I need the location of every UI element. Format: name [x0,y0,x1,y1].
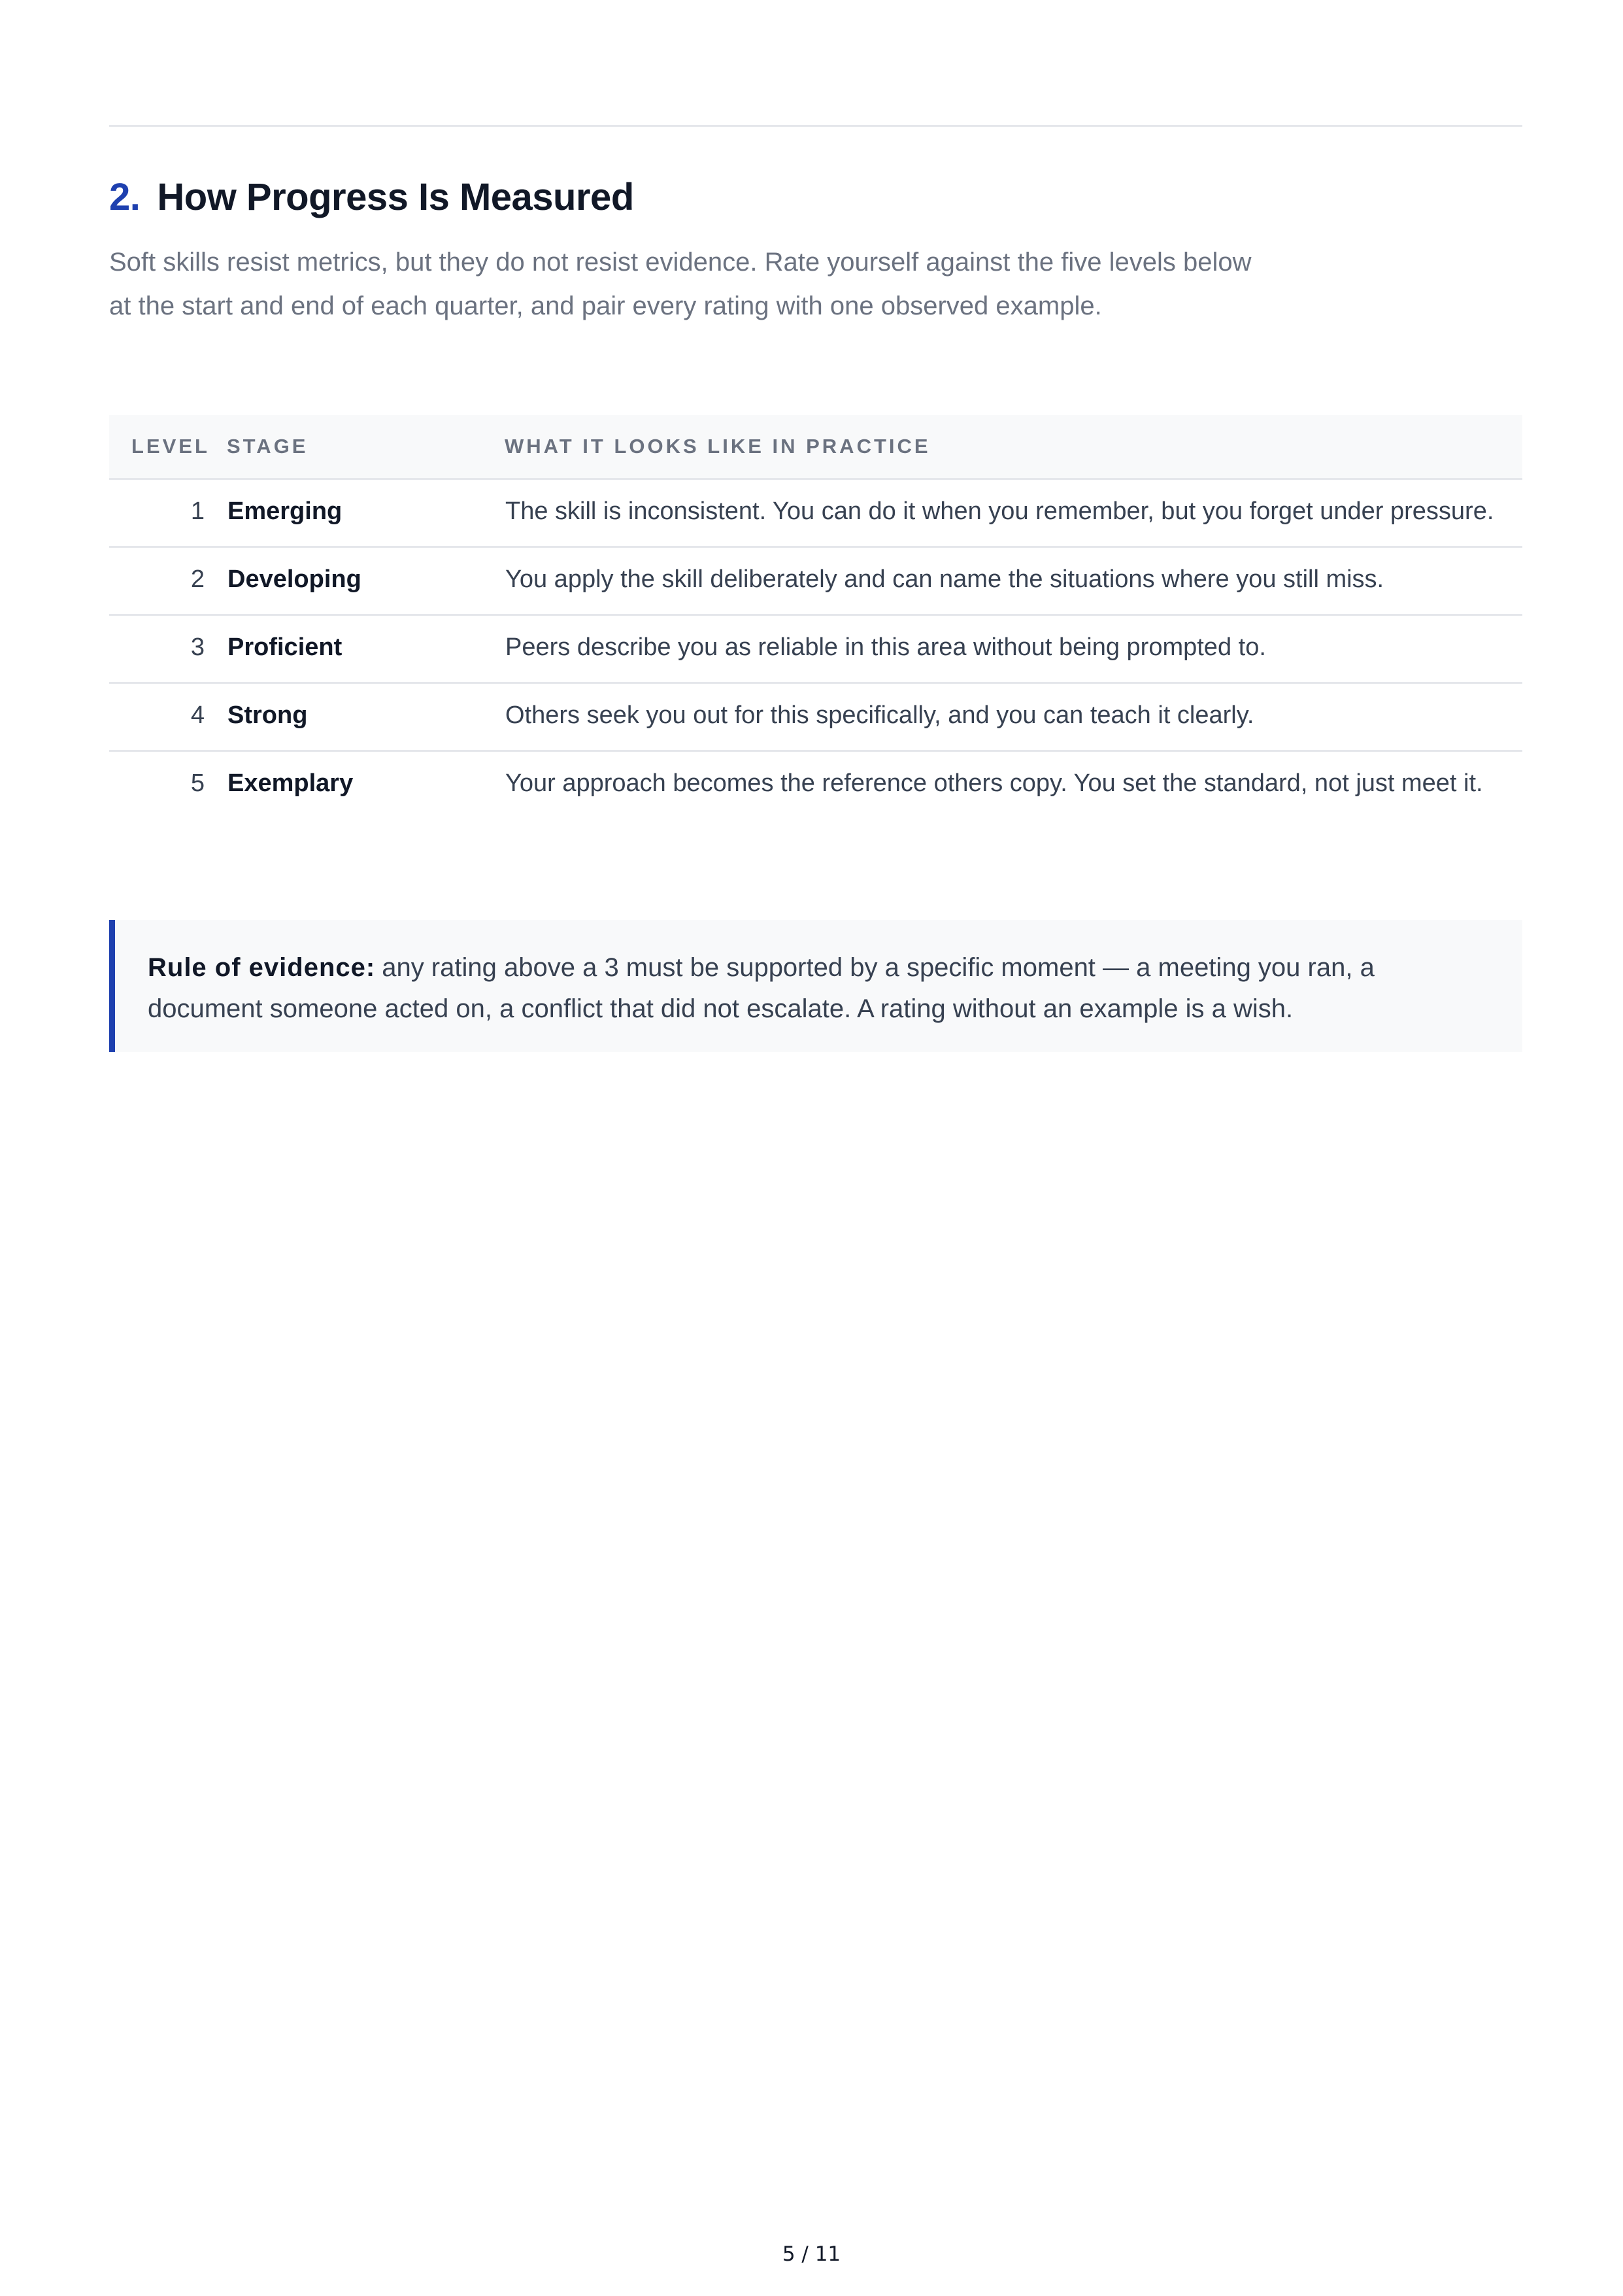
level-number: 4 [109,683,227,751]
column-header-practice: WHAT IT LOOKS LIKE IN PRACTICE [505,415,1522,479]
progress-levels-table [109,415,1522,818]
stage-description: Peers describe you as reliable in this area without being prompted to. [505,615,1522,683]
callout-lead: Rule of evidence: [148,953,376,982]
column-header-stage: STAGE [227,415,505,479]
table-row [109,751,1522,819]
level-number: 2 [109,547,227,615]
table-body [109,479,1522,819]
section-title: How Progress Is Measured [157,176,634,218]
table-row [109,547,1522,615]
stage-description: Others seek you out for this specifically, and you can teach it clearly. [505,683,1522,751]
stage-name: Developing [227,547,505,615]
stage-name: Proficient [227,615,505,683]
level-number: 1 [109,479,227,547]
table-row [109,615,1522,683]
section-intro: Soft skills resist metrics, but they do not resist evidence. Rate yourself against the five levels below at the start and end of each quarter, and pair every rating with one observed example. [109,248,1252,320]
column-header-level: LEVEL [109,415,227,479]
level-number: 3 [109,615,227,683]
callout-text [148,947,1437,1030]
section-number: 2. [109,176,141,218]
evidence-callout [109,920,1522,1052]
document-page [109,0,1522,2296]
table-row [109,479,1522,547]
callout-body: any rating above a 3 must be supported by a specific moment — a meeting you ran, a document someone acted on, a conflict that did not escalate. A rating without an example is a wish. [148,953,1375,1023]
table-header [109,415,1522,479]
stage-description: The skill is inconsistent. You can do it when you remember, but you forget under pressure. [505,479,1522,547]
top-divider [109,125,1522,127]
stage-name: Exemplary [227,769,354,797]
level-number: 5 [190,769,205,797]
table-header-row [109,415,1522,479]
section-heading [109,171,634,224]
table-row [109,683,1522,751]
stage-description: Your approach becomes the reference others copy. You set the standard, not just meet it. [505,769,1483,797]
stage-name: Strong [227,683,505,751]
stage-description: You apply the skill deliberately and can name the situations where you still miss. [505,547,1522,615]
page-indicator: 5 / 11 [782,2242,841,2266]
stage-name: Emerging [227,479,505,547]
